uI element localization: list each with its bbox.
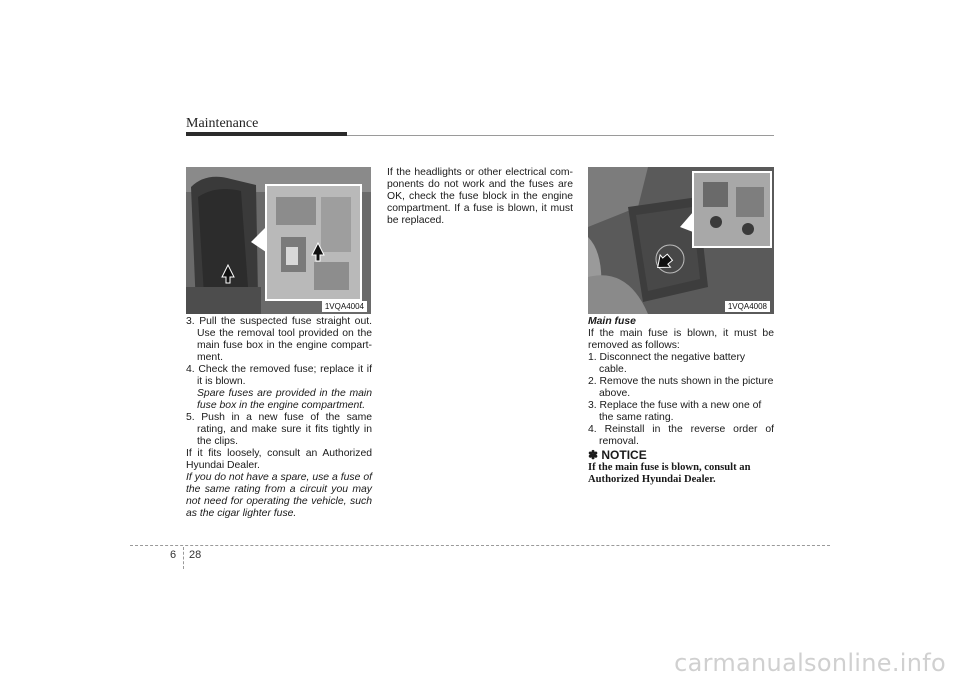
main-fuse-step-4: 4. Reinstall in the reverse order of removal. <box>588 424 774 447</box>
middle-column <box>387 167 573 227</box>
fuse-box-photo <box>186 167 371 314</box>
fuse-box-illustration <box>186 167 371 314</box>
footer-chapter-number: 6 <box>170 549 177 561</box>
main-fuse-intro: If the main fuse is blown, it must be removed as follows: <box>588 328 774 351</box>
main-fuse-step-2: 2. Remove the nuts shown in the picture above. <box>588 376 774 399</box>
notice-title: ✽ NOTICE <box>588 448 647 462</box>
footer-page-number: 28 <box>189 549 202 561</box>
spare-fuse-note: Spare fuses are provided in the main fuse box in the engine compartment. <box>197 388 372 411</box>
main-fuse-photo <box>588 167 774 314</box>
step-5: 5. Push in a new fuse of the same rating, and make sure it fits tightly in the clips. <box>186 412 372 447</box>
main-fuse-illustration <box>588 167 774 314</box>
figure-code: 1VQA4008 <box>725 301 770 312</box>
watermark: carmanualsonline.info <box>674 649 946 677</box>
page-header-title: Maintenance <box>186 116 259 131</box>
main-fuse-subhead: Main fuse <box>588 316 636 327</box>
left-column <box>186 316 372 520</box>
step-3: 3. Pull the suspected fuse straight out. Use the removal tool provided on the main fuse box in the engine compart-ment. <box>186 316 372 363</box>
footer-rule <box>130 545 830 546</box>
step-4: 4. Check the removed fuse; replace it if it is blown. <box>186 364 372 387</box>
loose-fit-note: If it fits loosely, consult an Authorized Hyundai Dealer. <box>186 448 372 471</box>
right-column <box>588 316 774 486</box>
main-fuse-step-1: 1. Disconnect the negative battery cable. <box>588 352 746 375</box>
notice-body: If the main fuse is blown, consult an Authorized Hyundai Dealer. <box>588 462 751 485</box>
engine-fuse-paragraph: If the headlights or other electrical com-ponents do not work and the fuses are OK, check the fuse block in the engine compartment. If a fuse is blown, it must be replaced. <box>387 167 573 226</box>
spare-alternative-tip: If you do not have a spare, use a fuse of the same rating from a circuit you may not need for operating the vehicle, such as the cigar lighter fuse. <box>186 472 372 519</box>
header-rule-accent <box>186 132 347 136</box>
footer-divider <box>183 547 184 569</box>
figure-code: 1VQA4004 <box>322 301 367 312</box>
main-fuse-step-3: 3. Replace the fuse with a new one of the same rating. <box>588 400 762 423</box>
